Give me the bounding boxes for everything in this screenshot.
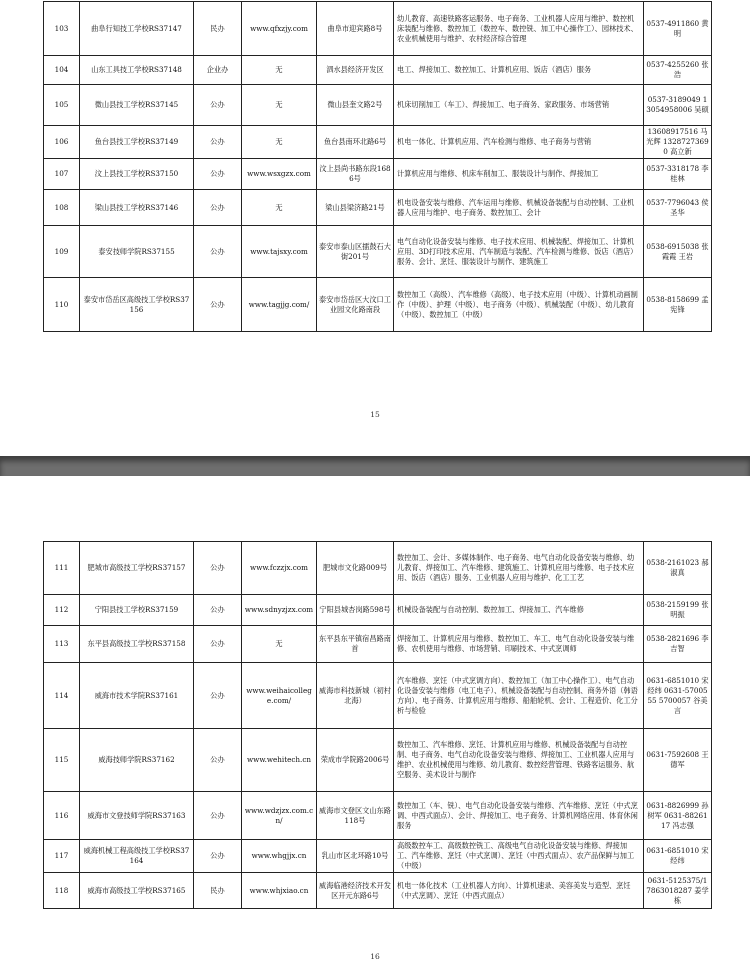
cell-name: 威海技师学院RS37162: [80, 729, 194, 792]
cell-contact: 0538-8158699 孟宪锋: [644, 278, 712, 332]
table-row: [44, 226, 712, 278]
cell-majors: 高级数控车工、高级数控铣工、高级电气自动化设备安装与维修、焊接加工、汽车维修、烹饪（中式烹调）、烹饪（中西式面点）、农产品保鲜与加工（中级）: [394, 840, 644, 873]
table-row: [44, 85, 712, 126]
cell-website: www.weihaicollege.com/: [242, 663, 317, 729]
cell-type: 企业办: [194, 56, 242, 85]
cell-majors: 机床切削加工（车工）、焊接加工、电子商务、家政服务、市场营销: [394, 85, 644, 126]
cell-contact: 0537-4255260 张浩: [644, 56, 712, 85]
cell-majors: 数控加工（车、铣）、电气自动化设备安装与维修、汽车维修、烹饪（中式烹调、中西式面点）、会计、焊接加工、电子商务、计算机网络应用、体育休闲服务: [394, 792, 644, 840]
cell-type: 公办: [194, 159, 242, 190]
cell-name: 鱼台县技工学校RS37149: [80, 126, 194, 159]
table-row: [44, 840, 712, 873]
table-row: [44, 595, 712, 626]
cell-website: www.wsxgzx.com: [242, 159, 317, 190]
cell-address: 威海临港经济技术开发区开元东路6号: [317, 873, 394, 909]
cell-address: 鱼台县南环北路6号: [317, 126, 394, 159]
table-row: [44, 126, 712, 159]
cell-address: 宁阳县城杏岗路598号: [317, 595, 394, 626]
cell-website: www.wehitech.cn: [242, 729, 317, 792]
cell-website: 无: [242, 56, 317, 85]
cell-no: 117: [44, 840, 80, 873]
cell-website: www.qfxzjy.com: [242, 2, 317, 56]
cell-address: 汶上县尚书路东段1686号: [317, 159, 394, 190]
cell-no: 110: [44, 278, 80, 332]
document-page-15: [0, 0, 750, 456]
cell-address: 泰安市岱岳区大汶口工业园文化路南段: [317, 278, 394, 332]
cell-no: 108: [44, 190, 80, 226]
cell-contact: 0537-4911860 黄明: [644, 2, 712, 56]
cell-website: www.tajsxy.com: [242, 226, 317, 278]
table-row: [44, 542, 712, 595]
cell-contact: 0538-6915038 张霞霞 王岩: [644, 226, 712, 278]
cell-name: 泰安技师学院RS37155: [80, 226, 194, 278]
cell-no: 105: [44, 85, 80, 126]
cell-contact: 0538-2821696 李吉智: [644, 626, 712, 663]
page-number: 16: [370, 952, 380, 961]
cell-contact: 0631-5125375/17863018287 姜学栋: [644, 873, 712, 909]
cell-address: 东平县东平镇宿昌路南首: [317, 626, 394, 663]
cell-name: 梁山县技工学校RS37146: [80, 190, 194, 226]
cell-type: 公办: [194, 85, 242, 126]
cell-address: 威海市文登区文山东路118号: [317, 792, 394, 840]
cell-type: 公办: [194, 626, 242, 663]
cell-majors: 幼儿教育、高速铁路客运服务、电子商务、工业机器人应用与维护、数控机床装配与维修、数控加工（数控车、数控铣、加工中心操作工）、园林技术、农业机械使用与维护、农村经济综合管理: [394, 2, 644, 56]
table-row: [44, 190, 712, 226]
cell-no: 106: [44, 126, 80, 159]
cell-type: 公办: [194, 126, 242, 159]
cell-majors: 数控加工、会计、多媒体制作、电子商务、电气自动化设备安装与维修、幼儿教育、焊接加工、汽车维修、建筑施工、计算机应用与维修、电子技术应用、饭店（酒店）服务、工业机器人应用与维护、化工工艺: [394, 542, 644, 595]
cell-no: 107: [44, 159, 80, 190]
page-separator: [0, 456, 750, 476]
cell-website: 无: [242, 126, 317, 159]
cell-contact: 0537-3189049 13054958006 吴硕: [644, 85, 712, 126]
cell-website: www.fczzjx.com: [242, 542, 317, 595]
cell-majors: 计算机应用与维修、机床车削加工、服装设计与制作、焊接加工: [394, 159, 644, 190]
table-row: [44, 159, 712, 190]
cell-name: 微山县技工学校RS37145: [80, 85, 194, 126]
cell-website: www.sdnyzjzx.com: [242, 595, 317, 626]
cell-majors: 电气自动化设备安装与维修、电子技术应用、机械装配、焊接加工、计算机应用、3D打印技术应用、汽车制造与装配、汽车检测与维修、饭店（酒店）服务、会计、烹饪、服装设计与制作、建筑施工: [394, 226, 644, 278]
cell-no: 115: [44, 729, 80, 792]
cell-majors: 机械设备装配与自动控制、数控加工、焊接加工、汽车维修: [394, 595, 644, 626]
cell-name: 汶上县技工学校RS37150: [80, 159, 194, 190]
cell-type: 公办: [194, 840, 242, 873]
table-row: [44, 56, 712, 85]
cell-majors: 机电一体化技术（工业机器人方向）、计算机速录、美容美发与造型、烹饪（中式烹调）、烹饪（中西式面点）: [394, 873, 644, 909]
cell-type: 公办: [194, 190, 242, 226]
cell-address: 威海市科技新城（初村北海）: [317, 663, 394, 729]
cell-website: www.whjxiao.cn: [242, 873, 317, 909]
cell-address: 泗水县经济开发区: [317, 56, 394, 85]
cell-majors: 机电设备安装与维修、汽车运用与维修、机械设备装配与自动控制、工业机器人应用与维护、电子商务、数控加工、会计: [394, 190, 644, 226]
cell-no: 113: [44, 626, 80, 663]
cell-no: 111: [44, 542, 80, 595]
cell-majors: 电工、焊接加工、数控加工、计算机应用、饭店（酒店）服务: [394, 56, 644, 85]
cell-website: www.whgjjx.cn: [242, 840, 317, 873]
document-page-16: [0, 476, 750, 966]
table-row: [44, 792, 712, 840]
cell-majors: 数控加工（高级）、汽车维修（高级）、电子技术应用（中级）、计算机动画制作（中级）、护理（中级）、电子商务（中级）、机械装配（中级）、幼儿教育（中级）、数控加工（中级）: [394, 278, 644, 332]
cell-address: 荣成市学院路2006号: [317, 729, 394, 792]
cell-name: 东平县高级技工学校RS37158: [80, 626, 194, 663]
cell-majors: 焊接加工、计算机应用与维修、数控加工、车工、电气自动化设备安装与维修、农机使用与维修、市场营销、印刷技术、中式烹调师: [394, 626, 644, 663]
cell-type: 民办: [194, 2, 242, 56]
school-table-page-15: [43, 1, 712, 332]
cell-contact: 0538-2161023 郝淑真: [644, 542, 712, 595]
cell-website: 无: [242, 626, 317, 663]
page-number: 15: [370, 410, 380, 419]
cell-no: 112: [44, 595, 80, 626]
cell-type: 公办: [194, 792, 242, 840]
cell-name: 泰安市岱岳区高级技工学校RS37156: [80, 278, 194, 332]
cell-address: 乳山市区北环路10号: [317, 840, 394, 873]
cell-contact: 13608917516 马光辉 13287273690 高立新: [644, 126, 712, 159]
cell-majors: 数控加工、汽车维修、烹饪、计算机应用与维修、机械设备装配与自动控制、电子商务、电气自动化设备安装与维修、焊接加工、工业机器人应用与维护、农业机械使用与维修、幼儿教育、数控经营管理、铁路客运服务、航空服务、美术设计与制作: [394, 729, 644, 792]
cell-majors: 汽车维修、烹饪（中式烹调方向）、数控加工（加工中心操作工）、电气自动化设备安装与维修（电工电子）、机械设备装配与自动控制、商务外语（韩语方向）、电子商务、计算机应用与维修、船舶轮机、会计、工程造价、化工分析与检验: [394, 663, 644, 729]
cell-name: 山东工具技工学校RS37148: [80, 56, 194, 85]
cell-website: www.tagjjg.com/: [242, 278, 317, 332]
table-row: [44, 729, 712, 792]
table-row: [44, 873, 712, 909]
cell-website: 无: [242, 190, 317, 226]
school-table-page-16: [43, 541, 712, 909]
cell-no: 114: [44, 663, 80, 729]
cell-type: 民办: [194, 873, 242, 909]
table-row: [44, 2, 712, 56]
cell-name: 威海市文登技师学院RS37163: [80, 792, 194, 840]
cell-no: 116: [44, 792, 80, 840]
cell-no: 109: [44, 226, 80, 278]
cell-type: 公办: [194, 226, 242, 278]
cell-website: www.wdzjzx.com.cn/: [242, 792, 317, 840]
table-row: [44, 278, 712, 332]
table-row: [44, 663, 712, 729]
cell-type: 公办: [194, 278, 242, 332]
cell-contact: 0537-7796043 侯圣华: [644, 190, 712, 226]
cell-name: 威海市技术学院RS37161: [80, 663, 194, 729]
cell-majors: 机电一体化、计算机应用、汽车检测与维修、电子商务与营销: [394, 126, 644, 159]
cell-no: 118: [44, 873, 80, 909]
cell-address: 肥城市文化路009号: [317, 542, 394, 595]
cell-no: 103: [44, 2, 80, 56]
cell-no: 104: [44, 56, 80, 85]
cell-address: 曲阜市迎宾路8号: [317, 2, 394, 56]
cell-address: 微山县奎文路2号: [317, 85, 394, 126]
cell-type: 公办: [194, 542, 242, 595]
cell-contact: 0631-7592608 王德军: [644, 729, 712, 792]
table-row: [44, 626, 712, 663]
cell-name: 宁阳县技工学校RS37159: [80, 595, 194, 626]
cell-website: 无: [242, 85, 317, 126]
cell-contact: 0631-8826999 孙树军 0631-8826117 冯志强: [644, 792, 712, 840]
cell-type: 公办: [194, 595, 242, 626]
cell-address: 梁山县梁济路21号: [317, 190, 394, 226]
cell-address: 泰安市泰山区擂鼓石大街201号: [317, 226, 394, 278]
cell-contact: 0538-2159199 张明振: [644, 595, 712, 626]
cell-name: 曲阜行知技工学校RS37147: [80, 2, 194, 56]
cell-contact: 0537-3318178 李桂林: [644, 159, 712, 190]
cell-contact: 0631-6851010 宋经纬: [644, 840, 712, 873]
cell-type: 公办: [194, 729, 242, 792]
cell-name: 威海机械工程高级技工学校RS37164: [80, 840, 194, 873]
cell-name: 威海市高级技工学校RS37165: [80, 873, 194, 909]
cell-contact: 0631-6851010 宋经纬 0631-5700555 5700057 谷美言: [644, 663, 712, 729]
cell-name: 肥城市高级技工学校RS37157: [80, 542, 194, 595]
cell-type: 公办: [194, 663, 242, 729]
